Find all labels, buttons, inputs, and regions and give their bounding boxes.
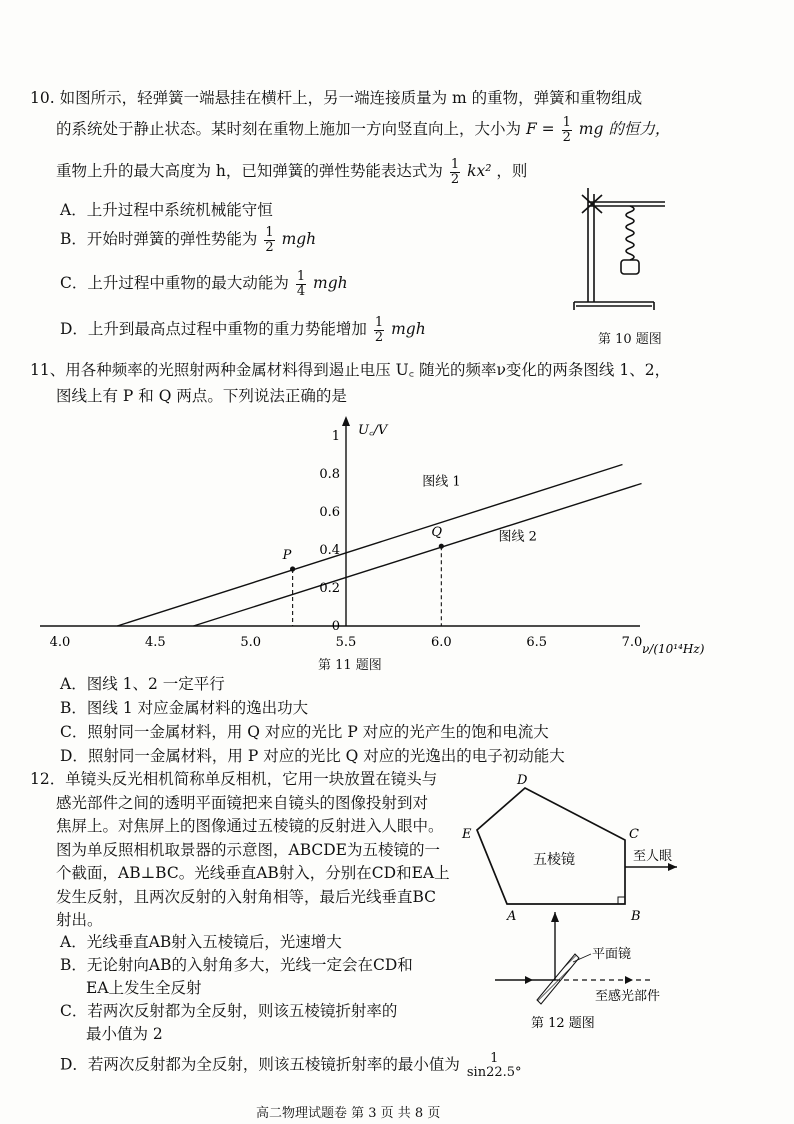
q11-line1: 11、用各种频率的光照射两种金属材料得到遏止电压 U꜀ 随光的频率ν变化的两条图线 1、2，: [30, 361, 671, 379]
x-tick-label: 6.0: [430, 635, 452, 650]
q12-stem-line: 发生反射，且两次反射的入射角相等，最后光线垂直BC: [56, 887, 437, 906]
q10-option-b-frac: $\frac{1}{2}$: [265, 225, 274, 255]
q10-option-d-mgh: mgh: [391, 320, 426, 339]
q12-option-b-cont: EA上发生全反射: [86, 979, 202, 997]
q10-kx2: kx²: [467, 162, 492, 181]
q12-option-d-text: D．若两次反射都为全反射，则该五棱镜折射率的最小值为: [60, 1055, 460, 1074]
q10-option-b-text: B．开始时弹簧的弹性势能为: [60, 230, 258, 249]
q12-caption: 第 12 题图: [531, 1016, 595, 1031]
q11-chart: [0, 410, 794, 672]
q10-option-c-frac: $\frac{1}{4}$: [296, 269, 306, 299]
q10-option-a: A．上升过程中系统机械能守恒: [60, 201, 273, 219]
y-tick-label: 0.8: [319, 467, 340, 482]
q12-stem-line: 射出。: [56, 911, 103, 929]
x-axis-label: ν/(10¹⁴Hz): [642, 642, 705, 656]
x-tick-label: 7.0: [621, 635, 643, 650]
q11-caption: 第 11 题图: [318, 658, 382, 673]
q10-option-c: [60, 270, 348, 298]
series-label-1: 图线 1: [422, 474, 461, 490]
point-label: Q: [431, 525, 443, 541]
q10-line1: 10. 如图所示，轻弹簧一端悬挂在横杆上，另一端连接质量为 m 的重物，弹簧和重物组成: [30, 89, 643, 107]
q12-stem: [30, 768, 450, 933]
y-axis-label: U꜀/V: [358, 423, 388, 438]
vertex-e: E: [462, 827, 472, 842]
q12-option-d: [60, 1052, 524, 1079]
q11-option-b: B．图线 1 对应金属材料的逸出功大: [60, 699, 309, 717]
weight-block: [621, 260, 639, 274]
arrow-to-sensor: [625, 976, 633, 984]
x-tick-label: 4.0: [49, 635, 71, 650]
series-label-2: 图线 2: [498, 529, 537, 545]
q11-option-d: D．照射同一金属材料，用 P 对应的光比 Q 对应的光逸出的电子初动能大: [60, 747, 565, 765]
vertex-b: B: [631, 909, 641, 924]
q11-line2: 图线上有 P 和 Q 两点。下列说法正确的是: [56, 387, 347, 405]
right-angle-mark: [618, 897, 625, 904]
x-tick-label: 6.5: [526, 635, 548, 650]
series-line-2: [193, 484, 641, 627]
q11-option-c: C．照射同一金属材料，用 Q 对应的光比 P 对应的光产生的饱和电流大: [60, 723, 549, 741]
pentaprism: [477, 788, 625, 904]
q10-option-d: [60, 316, 426, 344]
q10-line2-text: 的系统处于静止状态。某时刻在重物上施加一方向竖直向上，大小为: [56, 120, 522, 139]
q12-stem-line: 个截面，AB⊥BC。光线垂直AB射入，分别在CD和EA上: [56, 864, 450, 882]
eye-label: 至人眼: [633, 849, 673, 864]
q10-force-symbol: F =: [525, 120, 555, 139]
arrow-up: [551, 912, 559, 922]
q10-option-d-text: D．上升到最高点过程中重物的重力势能增加: [60, 320, 367, 339]
y-tick-label: 0.6: [319, 505, 340, 520]
q10-line2: [56, 116, 670, 144]
x-tick-label: 4.5: [144, 635, 166, 650]
q10-fraction-half: $\frac{1}{2}$: [562, 115, 571, 145]
sensor-label: 至感光部件: [595, 989, 661, 1004]
q10-caption: 第 10 题图: [598, 332, 662, 347]
mirror-label: 平面镜: [592, 947, 632, 962]
q10-line3-tail: ，则: [496, 162, 528, 181]
arrow-to-eye: [668, 863, 677, 871]
q10-fraction-half-2: $\frac{1}{2}$: [450, 157, 460, 187]
x-tick-label: 5.0: [240, 635, 262, 650]
q10-option-b: [60, 226, 316, 254]
q12-stem-line: 感光部件之间的透明平面镜把来自镜头的图像投射到对: [56, 793, 429, 812]
y-tick-label: 0: [331, 619, 340, 634]
q12-option-c-cont: 最小值为 2: [86, 1025, 163, 1043]
q10-line3: [56, 158, 527, 186]
q10-figure: [570, 180, 690, 330]
q10-line3-text: 重物上升的最大高度为 h，已知弹簧的弹性势能表达式为: [56, 162, 443, 181]
arrow-incoming: [525, 976, 533, 984]
q10-option-c-mgh: mgh: [313, 274, 348, 293]
q11-option-a: A．图线 1、2 一定平行: [60, 675, 225, 693]
q10-option-b-mgh: mgh: [281, 230, 317, 249]
y-tick-label: 0.4: [319, 543, 340, 558]
page-footer: 高二物理试题卷 第 3 页 共 8 页: [256, 1106, 441, 1121]
vertex-a: A: [507, 909, 517, 924]
q10-line2-tail: mg 的恒力，: [578, 120, 671, 139]
q12-figure: [455, 772, 700, 1037]
vertex-c: C: [629, 827, 639, 842]
prism-label: 五棱镜: [533, 852, 575, 868]
q12-option-a: A．光线垂直AB射入五棱镜后，光速增大: [60, 933, 342, 951]
y-tick-label: 1: [331, 429, 340, 444]
q10-option-c-text: C．上升过程中重物的最大动能为: [60, 274, 289, 293]
vertex-d: D: [517, 773, 528, 788]
y-tick-label: 0.2: [319, 581, 340, 596]
point-label: P: [282, 548, 292, 563]
q12-stem-line: 焦屏上。对焦屏上的图像通过五棱镜的反射进入人眼中。: [56, 817, 444, 835]
q12-option-d-frac: 1 sin22.5°: [466, 1051, 522, 1080]
q12-stem-line: 12．单镜头反光相机简称单反相机，它用一块放置在镜头与: [30, 770, 438, 788]
q12-option-c: C．若两次反射都为全反射，则该五棱镜折射率的: [60, 1002, 398, 1020]
q12-option-b: B．无论射向AB的入射角多大，光线一定会在CD和: [60, 956, 413, 974]
q10-option-d-frac: $\frac{1}{2}$: [374, 315, 384, 345]
x-tick-label: 5.5: [335, 635, 357, 650]
q12-stem-line: 图为单反照相机取景器的示意图，ABCDE为五棱镜的一: [56, 840, 440, 859]
series-line-1: [117, 465, 622, 627]
plane-mirror: [537, 954, 579, 1004]
spring: [626, 206, 634, 260]
y-axis-arrow: [342, 416, 350, 426]
